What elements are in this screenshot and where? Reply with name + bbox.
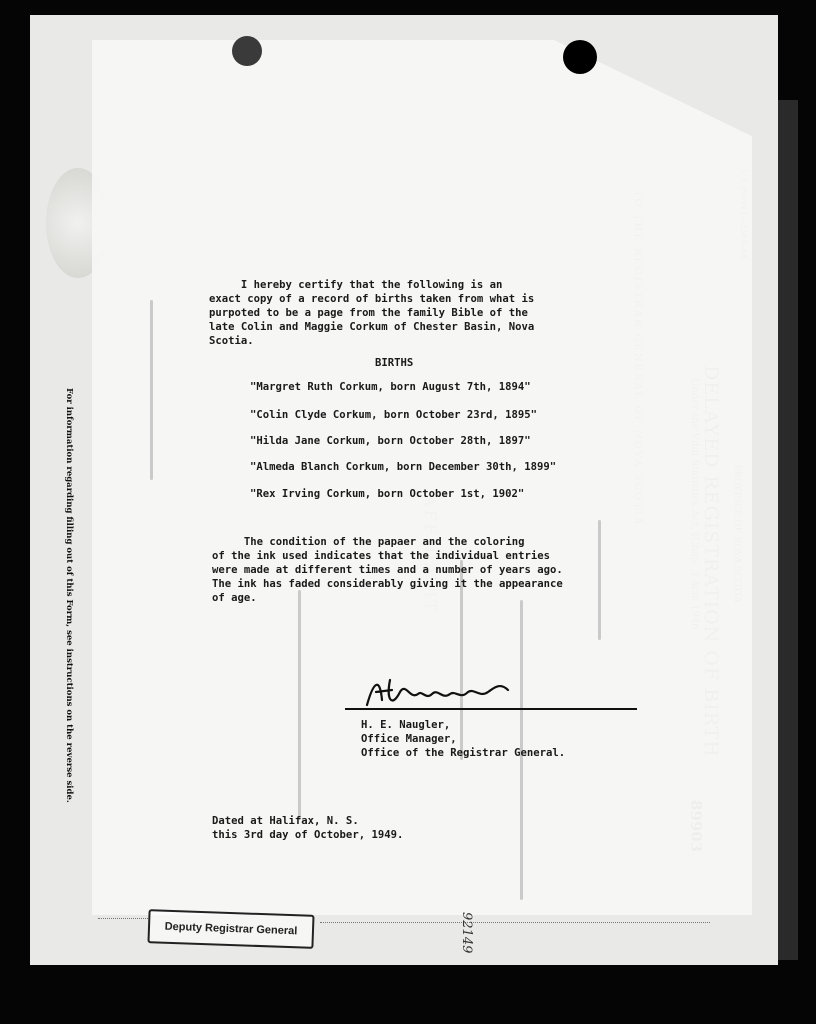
deputy-registrar-stamp: Deputy Registrar General xyxy=(147,909,314,949)
text-line: The condition of the papaer and the coloring xyxy=(212,536,525,548)
signer-office: Office of the Registrar General. xyxy=(361,747,566,759)
dated-block xyxy=(212,814,403,842)
signature-line xyxy=(345,708,637,710)
text-line: purpoted to be a page from the family Bible of the xyxy=(209,307,528,319)
signer-name: H. E. Naugler, xyxy=(361,719,451,731)
birth-entry: "Margret Ruth Corkum, born August 7th, 1894" xyxy=(250,381,531,393)
certification-paragraph xyxy=(209,278,534,348)
birth-entry: "Rex Irving Corkum, born October 1st, 1902" xyxy=(250,488,525,500)
signer-block xyxy=(361,718,565,760)
dated-place: Dated at Halifax, N. S. xyxy=(212,815,359,827)
condition-paragraph xyxy=(212,535,563,605)
dotted-rule xyxy=(320,922,710,923)
faded-handwriting xyxy=(598,520,601,640)
text-line: of age. xyxy=(212,592,257,604)
handwritten-number: 92149 xyxy=(459,912,474,954)
dotted-rule xyxy=(98,918,148,919)
birth-entry: "Hilda Jane Corkum, born October 28th, 1897" xyxy=(250,435,531,447)
text-line: late Colin and Maggie Corkum of Chester Basin, Nova xyxy=(209,321,535,333)
handwritten-signature xyxy=(362,670,522,720)
faded-handwriting xyxy=(298,590,301,820)
text-line: exact copy of a record of births taken from what is xyxy=(209,293,535,305)
faded-handwriting xyxy=(150,300,153,480)
birth-entry: "Colin Clyde Corkum, born October 23rd, 1895" xyxy=(250,409,538,421)
text-line: I hereby certify that the following is an xyxy=(209,279,503,291)
punch-hole xyxy=(232,36,262,66)
certificate-sheet xyxy=(92,40,752,915)
instructions-side-note: For information regarding filling out of this Form, see instructions on the reverse side. xyxy=(64,388,74,803)
punch-hole xyxy=(563,40,597,74)
sheet-edge-shadow xyxy=(778,100,798,960)
dated-date: this 3rd day of October, 1949. xyxy=(212,829,404,841)
birth-entry: "Almeda Blanch Corkum, born December 30th, 1899" xyxy=(250,461,557,473)
text-line: The ink has faded considerably giving it the appearance xyxy=(212,578,563,590)
text-line: Scotia. xyxy=(209,335,254,347)
signer-title: Office Manager, xyxy=(361,733,457,745)
text-line: were made at different times and a number of years ago. xyxy=(212,564,563,576)
births-heading: BIRTHS xyxy=(375,357,414,369)
text-line: of the ink used indicates that the individual entries xyxy=(212,550,551,562)
